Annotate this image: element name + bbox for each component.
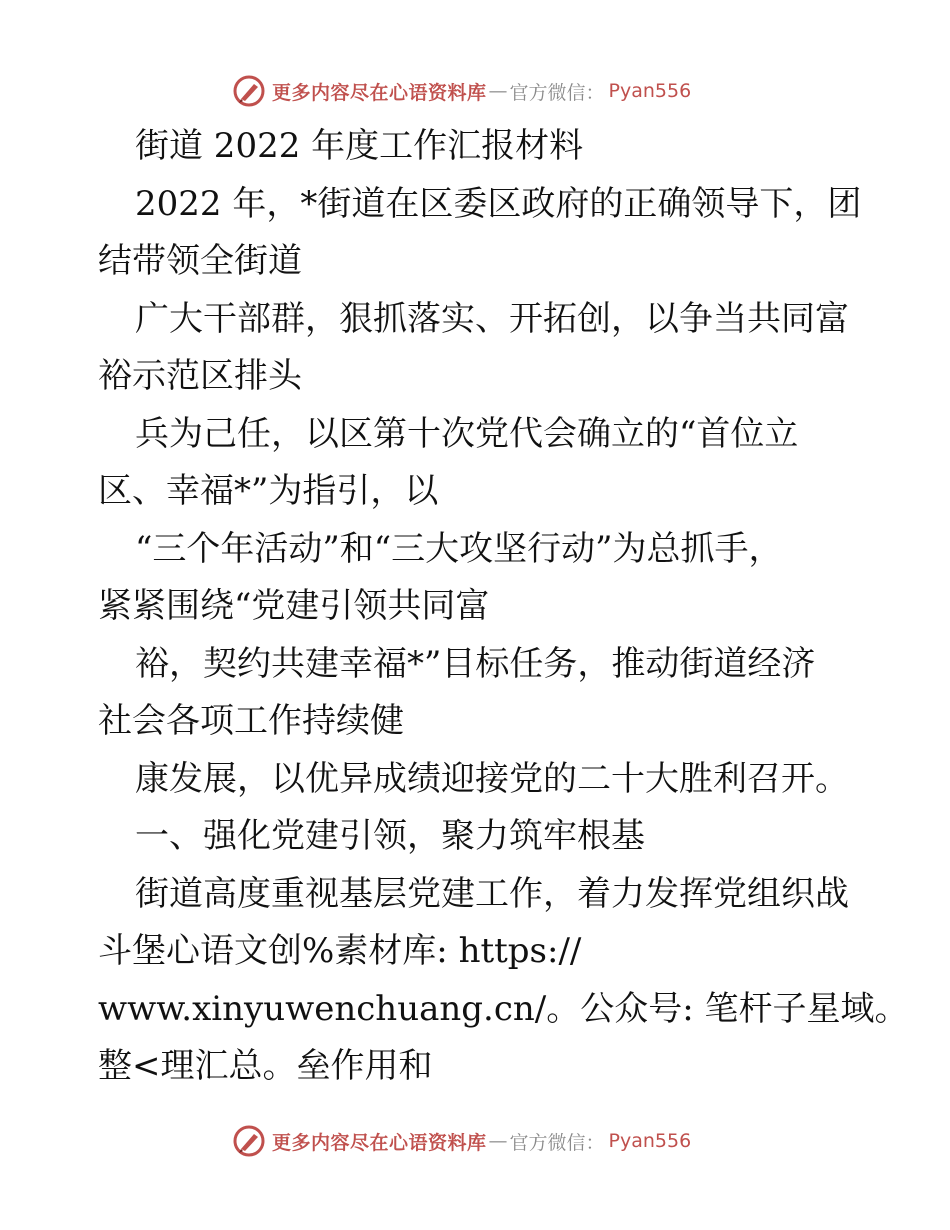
paragraph-line: www.xinyuwenchuang.cn/。公众号: 笔杆子星域。 xyxy=(98,988,909,1029)
paragraph-line: 紧紧围绕“党建引领共同富 xyxy=(98,586,490,626)
banner-separator: — xyxy=(488,80,508,102)
pen-circle-logo-icon xyxy=(232,1124,266,1158)
paragraph-line: 广大干部群，狠抓落实、开拓创，以争当共同富 xyxy=(135,298,849,339)
paragraph-line: 区、幸福*”为指引，以 xyxy=(98,471,439,511)
paragraph-line: 2022 年，*街道在区委区政府的正确领导下，团 xyxy=(135,183,862,224)
wechat-id: Pyan556 xyxy=(608,1130,692,1152)
section-heading: 一、强化党建引领，聚力筑牢根基 xyxy=(135,816,645,856)
document-title: 街道 2022 年度工作汇报材料 xyxy=(135,126,584,166)
pen-circle-logo-icon xyxy=(232,74,266,108)
header-watermark-banner xyxy=(232,72,691,110)
paragraph-line: 结带领全街道 xyxy=(98,241,302,281)
paragraph-line: 斗堡心语文创%素材库: https:// xyxy=(98,931,582,971)
banner-separator: — xyxy=(488,1130,508,1152)
paragraph-line: 康发展，以优异成绩迎接党的二十大胜利召开。 xyxy=(135,758,849,799)
paragraph-line: 社会各项工作持续健 xyxy=(98,701,404,741)
paragraph-line: 整<理汇总。垒作用和 xyxy=(98,1046,433,1086)
paragraph-line: “三个年活动”和“三大攻坚行动”为总抓手， xyxy=(135,528,783,569)
paragraph-line: 裕示范区排头 xyxy=(98,356,302,396)
official-label: 官方微信： xyxy=(509,1131,605,1154)
paragraph-line: 兵为己任，以区第十次党代会确立的“首位立 xyxy=(135,413,799,454)
brand-text: 更多内容尽在心语资料库 xyxy=(272,81,487,104)
official-label: 官方微信： xyxy=(509,81,605,104)
paragraph-line: 街道高度重视基层党建工作，着力发挥党组织战 xyxy=(135,873,849,914)
footer-watermark-banner xyxy=(232,1122,691,1160)
brand-text: 更多内容尽在心语资料库 xyxy=(272,1131,487,1154)
document-body xyxy=(98,118,909,1096)
paragraph-line: 裕，契约共建幸福*”目标任务，推动街道经济 xyxy=(135,643,816,684)
wechat-id: Pyan556 xyxy=(608,80,692,102)
